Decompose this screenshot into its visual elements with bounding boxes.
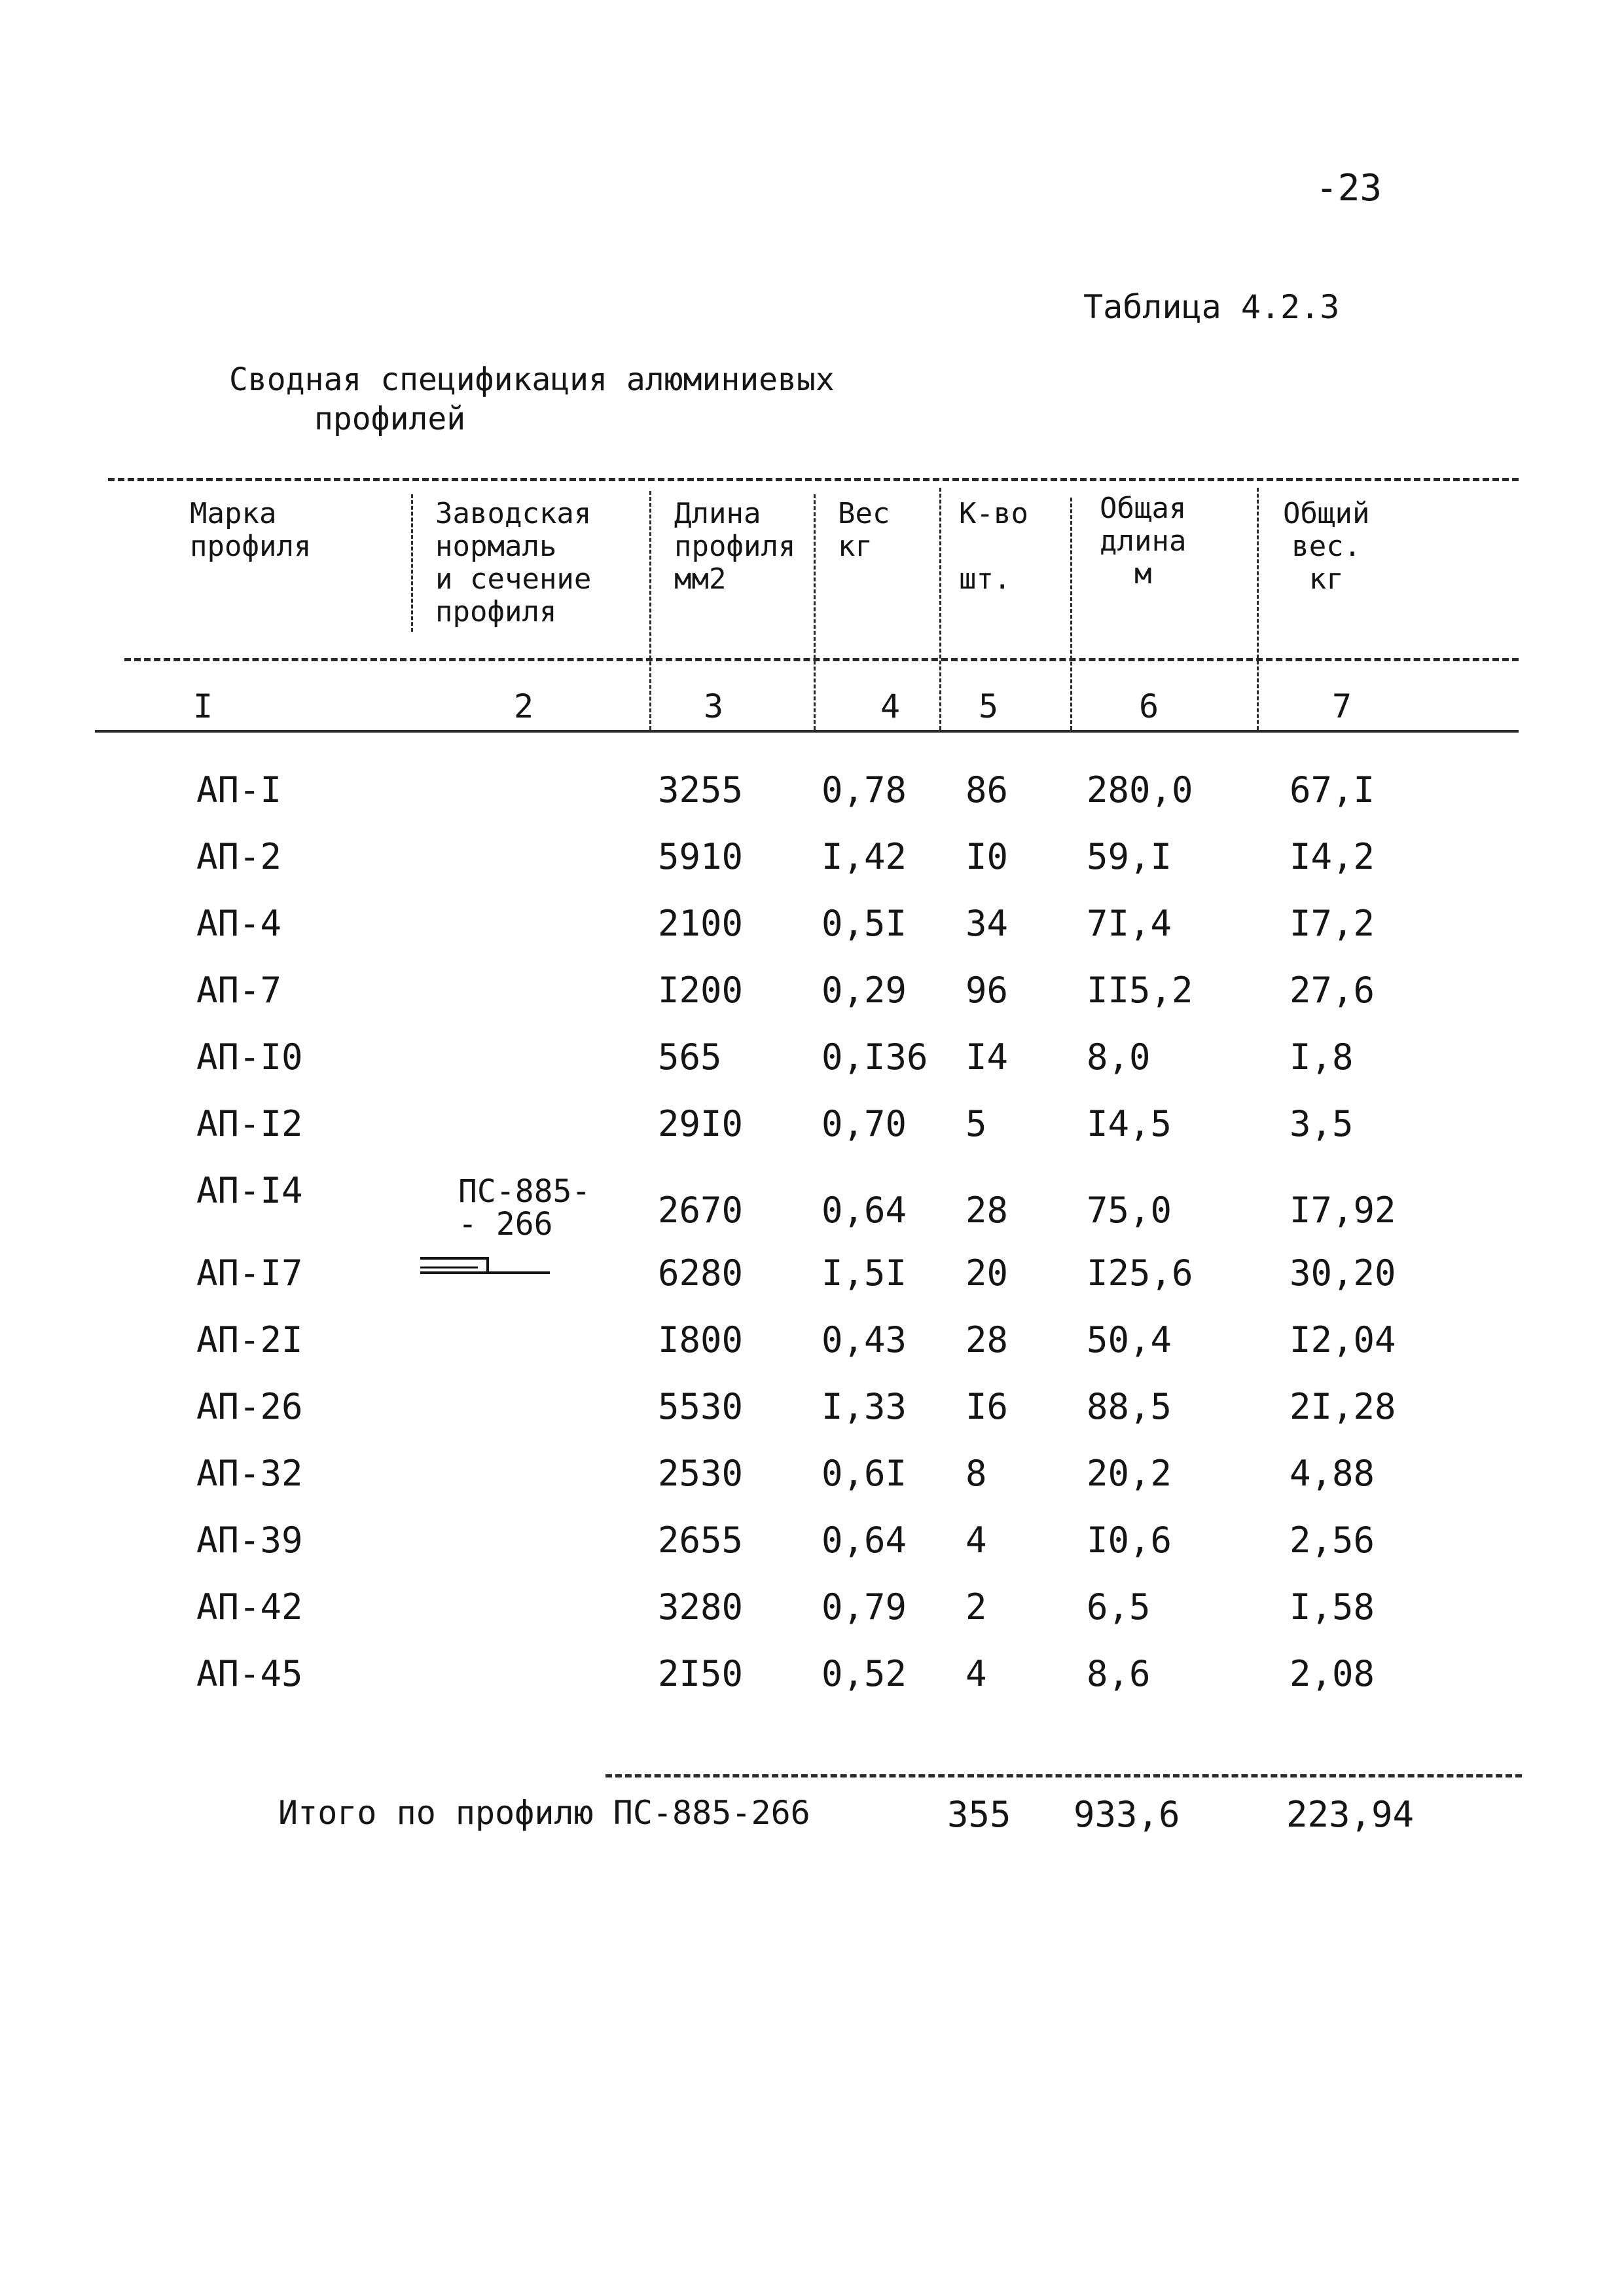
table-row [0,1036,1624,1103]
cell-length: 2530 [658,1453,744,1494]
header-bottom-rule [124,658,1519,661]
cell-total-weight: I7,2 [1290,903,1375,944]
column-number-7: 7 [1331,687,1352,725]
cell-total-weight: 3,5 [1290,1103,1354,1144]
table-row [0,836,1624,903]
column-divider-3 [814,494,816,730]
cell-weight: 0,79 [821,1586,907,1628]
cell-length: 3255 [658,769,744,811]
cell-quantity: 28 [965,1319,1009,1360]
column-number-1: I [192,687,213,725]
cell-total-weight: I2,04 [1290,1319,1396,1360]
header-factory-norm: Заводская нормаль и сечение профиля [435,497,592,629]
table-row [0,1586,1624,1653]
cell-length: 2670 [658,1190,744,1231]
cell-weight: 0,43 [821,1319,907,1360]
cell-mark: АП-I0 [196,1036,303,1078]
table-row [0,903,1624,970]
cell-mark: АП-I2 [196,1103,303,1144]
column-number-5: 5 [978,687,999,725]
column-number-4: 4 [880,687,901,725]
cell-length: 2I50 [658,1653,744,1694]
table-title [229,360,949,439]
cell-total-length: 7I,4 [1087,903,1172,944]
cell-weight: 0,64 [821,1190,907,1231]
table-row [0,1103,1624,1170]
table-caption: Таблица 4.2.3 [1083,288,1340,326]
cell-weight: 0,29 [821,970,907,1011]
cell-total-weight: I,58 [1290,1586,1375,1628]
total-weight: 223,94 [1286,1794,1415,1835]
table-row [0,1520,1624,1586]
cell-length: 6280 [658,1252,744,1294]
cell-quantity: 86 [965,769,1009,811]
cell-quantity: 2 [965,1586,987,1628]
cell-weight: I,42 [821,836,907,877]
cell-total-length: 6,5 [1087,1586,1151,1628]
cell-mark: АП-7 [196,970,282,1011]
cell-length: I800 [658,1319,744,1360]
cell-mark: АП-45 [196,1653,303,1694]
column-number-3: 3 [703,687,724,725]
cell-total-weight: I4,2 [1290,836,1375,877]
cell-total-weight: 2,56 [1290,1520,1375,1561]
cell-mark: АП-I4 [196,1170,303,1211]
total-length: 933,6 [1074,1794,1180,1835]
cell-mark: АП-I [196,769,282,811]
cell-length: 29I0 [658,1103,744,1144]
cell-mark: АП-2I [196,1319,303,1360]
header-profile-length: Длина профиля мм2 [674,497,796,596]
cell-mark: АП-39 [196,1520,303,1561]
cell-quantity: I4 [965,1036,1009,1078]
header-quantity: К-во шт. [959,497,1028,596]
table-top-rule [108,478,1519,481]
header-profile-mark: Марка профиля [190,497,312,563]
table-row [0,769,1624,836]
cell-total-weight: 67,I [1290,769,1375,811]
cell-mark: АП-42 [196,1586,303,1628]
cell-total-length: 8,0 [1087,1036,1151,1078]
cell-total-weight: I7,92 [1290,1190,1396,1231]
cell-quantity: 20 [965,1252,1009,1294]
page-number: -23 [1316,167,1382,210]
column-number-6: 6 [1138,687,1159,725]
header-total-weight: Общий вес. кг [1283,497,1370,596]
cell-weight: 0,78 [821,769,907,811]
cell-mark: АП-32 [196,1453,303,1494]
factory-norm: ПС-885- - 266 [458,1173,591,1243]
cell-mark: АП-26 [196,1386,303,1427]
cell-quantity: 4 [965,1653,987,1694]
column-numbers-rule [95,730,1519,733]
cell-quantity: 96 [965,970,1009,1011]
cell-quantity: 34 [965,903,1009,944]
column-divider-6 [1257,488,1259,730]
column-number-2: 2 [513,687,534,725]
cell-length: 565 [658,1036,722,1078]
cell-mark: АП-4 [196,903,282,944]
cell-total-length: 88,5 [1087,1386,1172,1427]
table-title-line-1: Сводная спецификация алюминиевых [229,361,835,398]
cell-length: 2100 [658,903,744,944]
table-row [0,1252,1624,1319]
cell-length: 3280 [658,1586,744,1628]
cell-weight: 0,6I [821,1453,907,1494]
column-divider-5 [1070,498,1072,730]
cell-weight: I,5I [821,1252,907,1294]
cell-total-weight: 30,20 [1290,1252,1396,1294]
cell-total-length: 59,I [1087,836,1172,877]
cell-length: 2655 [658,1520,744,1561]
cell-total-length: II5,2 [1087,970,1193,1011]
column-divider-4 [939,488,941,730]
cell-total-length: 20,2 [1087,1453,1172,1494]
column-divider-1 [411,494,413,632]
cell-length: 5910 [658,836,744,877]
column-divider-2 [649,491,651,730]
cell-length: I200 [658,970,744,1011]
table-title-line-2: профилей [314,401,466,437]
table-row [0,1653,1624,1720]
table-row [0,1319,1624,1386]
total-label: Итого по профилю ПС-885-266 [278,1794,810,1832]
cell-length: 5530 [658,1386,744,1427]
cell-quantity: I6 [965,1386,1009,1427]
cell-total-length: 75,0 [1087,1190,1172,1231]
cell-weight: 0,52 [821,1653,907,1694]
total-quantity: 355 [947,1794,1011,1835]
cell-total-length: 280,0 [1087,769,1193,811]
cell-total-weight: I,8 [1290,1036,1354,1078]
cell-total-weight: 2,08 [1290,1653,1375,1694]
cell-quantity: 5 [965,1103,987,1144]
profile-section-symbol [419,1252,553,1278]
table-row [0,1386,1624,1453]
cell-weight: 0,64 [821,1520,907,1561]
cell-total-length: I4,5 [1087,1103,1172,1144]
cell-weight: 0,5I [821,903,907,944]
cell-mark: АП-2 [196,836,282,877]
cell-total-weight: 2I,28 [1290,1386,1396,1427]
cell-quantity: 8 [965,1453,987,1494]
cell-weight: I,33 [821,1386,907,1427]
totals-rule [605,1774,1522,1777]
cell-quantity: 4 [965,1520,987,1561]
cell-weight: 0,I36 [821,1036,928,1078]
cell-total-weight: 4,88 [1290,1453,1375,1494]
header-weight: Вес кг [838,497,890,563]
cell-total-weight: 27,6 [1290,970,1375,1011]
header-total-length: Общая длина м [1100,492,1187,591]
table-row [0,1453,1624,1520]
cell-total-length: 8,6 [1087,1653,1151,1694]
cell-quantity: 28 [965,1190,1009,1231]
cell-weight: 0,70 [821,1103,907,1144]
cell-quantity: I0 [965,836,1009,877]
table-row [0,1190,1624,1256]
cell-total-length: I0,6 [1087,1520,1172,1561]
table-row [0,970,1624,1036]
cell-total-length: I25,6 [1087,1252,1193,1294]
cell-total-length: 50,4 [1087,1319,1172,1360]
cell-mark: АП-I7 [196,1252,303,1294]
